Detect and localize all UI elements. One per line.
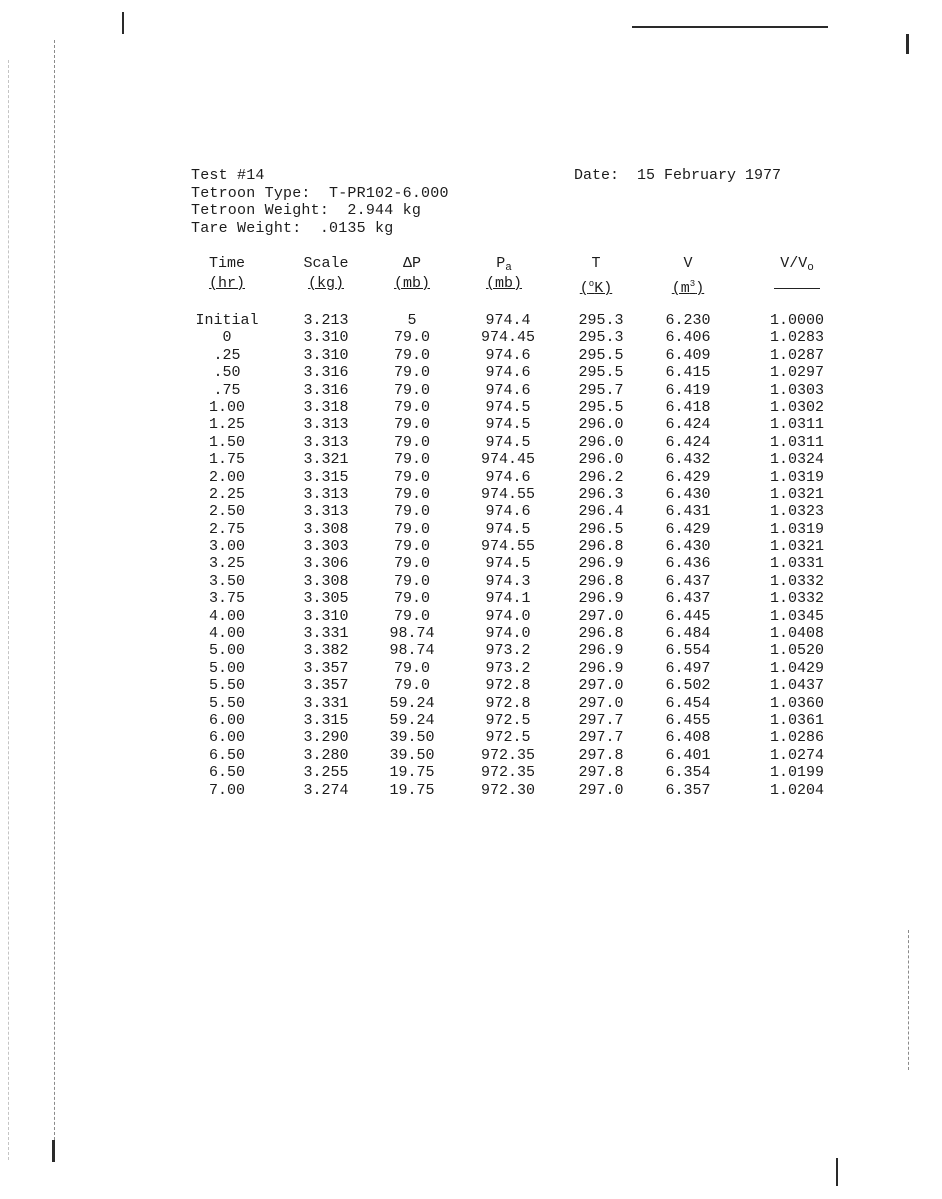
pa-cell: 974.5 — [485, 433, 531, 451]
delta-p-cell: 79.0 — [393, 572, 430, 590]
scale-cell: 3.280 — [303, 746, 349, 764]
delta-p-cell: 79.0 — [393, 329, 430, 347]
delta-p-cell: 39.50 — [389, 746, 435, 764]
scale-cell: 3.255 — [303, 764, 349, 782]
test-date: Date: 15 February 1977 — [574, 167, 782, 184]
scale-cell: 3.310 — [303, 346, 349, 364]
time-cell: 3.25 — [208, 555, 245, 573]
table-row — [0, 469, 942, 486]
temperature-cell: 296.9 — [578, 590, 624, 608]
temperature-cell: 297.8 — [578, 746, 624, 764]
table-row — [0, 573, 942, 590]
table-row — [0, 677, 942, 694]
volume-ratio-cell: 1.0408 — [769, 625, 824, 643]
time-cell: 2.50 — [208, 503, 245, 521]
scale-cell: 3.290 — [303, 729, 349, 747]
delta-p-cell: 79.0 — [393, 451, 430, 469]
pa-cell: 974.6 — [485, 364, 531, 382]
scale-cell: 3.315 — [303, 468, 349, 486]
volume-ratio-cell: 1.0360 — [769, 694, 824, 712]
volume-ratio-cell: 1.0199 — [769, 764, 824, 782]
delta-p-cell: 79.0 — [393, 677, 430, 695]
table-row — [0, 399, 942, 416]
volume-ratio-cell: 1.0345 — [769, 607, 824, 625]
scale-cell: 3.315 — [303, 711, 349, 729]
scale-cell: 3.382 — [303, 642, 349, 660]
scan-mark-bottom-right — [836, 1158, 838, 1186]
delta-p-cell: 79.0 — [393, 346, 430, 364]
temperature-cell: 297.0 — [578, 694, 624, 712]
scan-mark-top-line — [632, 26, 828, 28]
volume-ratio-cell: 1.0437 — [769, 677, 824, 695]
column-header-time: Time (hr) — [208, 255, 245, 292]
volume-cell: 6.408 — [665, 729, 711, 747]
delta-p-cell: 79.0 — [393, 381, 430, 399]
temperature-cell: 296.0 — [578, 433, 624, 451]
tetroon-weight: Tetroon Weight: 2.944 kg — [191, 202, 422, 219]
volume-ratio-cell: 1.0321 — [769, 485, 824, 503]
time-cell: 6.50 — [208, 764, 245, 782]
table-row — [0, 590, 942, 607]
tare-weight: Tare Weight: .0135 kg — [191, 219, 394, 237]
pa-cell: 974.4 — [485, 312, 531, 329]
column-header-temperature: T ($^o$K) — [579, 255, 613, 297]
volume-ratio-cell: 1.0332 — [769, 572, 824, 590]
scale-cell: 3.316 — [303, 381, 349, 399]
volume-ratio-cell: 1.0361 — [769, 711, 824, 729]
time-cell: 1.50 — [208, 433, 245, 451]
temperature-cell: 295.5 — [578, 346, 624, 364]
temperature-cell: 295.5 — [578, 364, 624, 382]
pa-cell: 974.6 — [485, 468, 531, 486]
delta-p-cell: 79.0 — [393, 485, 430, 503]
pa-cell: 974.6 — [485, 381, 531, 399]
scale-cell: 3.313 — [303, 485, 349, 503]
pa-cell: 974.6 — [485, 346, 531, 364]
temperature-cell: 297.7 — [578, 711, 624, 729]
delta-p-cell: 79.0 — [393, 520, 430, 538]
temperature-cell: 296.9 — [578, 659, 624, 677]
scale-cell: 3.321 — [303, 451, 349, 469]
table-row — [0, 625, 942, 642]
volume-cell: 6.484 — [665, 625, 711, 643]
column-header-pa: $P_a$ (mb) — [485, 255, 522, 292]
scale-cell: 3.331 — [303, 625, 349, 643]
volume-cell: 6.430 — [665, 538, 711, 556]
table-row — [0, 555, 942, 572]
scale-cell: 3.357 — [303, 677, 349, 695]
scale-cell: 3.310 — [303, 329, 349, 347]
time-cell: 7.00 — [208, 781, 245, 799]
time-cell: 6.00 — [208, 729, 245, 747]
volume-ratio-cell: 1.0287 — [769, 346, 824, 364]
time-cell: 2.25 — [208, 485, 245, 503]
delta-p-cell: 79.0 — [393, 364, 430, 382]
table-row — [0, 382, 942, 399]
time-cell: 1.00 — [208, 398, 245, 416]
pa-cell: 972.8 — [485, 677, 531, 695]
table-row — [0, 434, 942, 451]
delta-p-cell: 79.0 — [393, 607, 430, 625]
delta-p-cell: 79.0 — [393, 468, 430, 486]
pa-cell: 974.3 — [485, 572, 531, 590]
volume-cell: 6.502 — [665, 677, 711, 695]
test-number: Test #14 — [191, 167, 265, 184]
scale-cell: 3.308 — [303, 520, 349, 538]
scale-cell: 3.331 — [303, 694, 349, 712]
time-cell: 3.00 — [208, 538, 245, 556]
volume-cell: 6.432 — [665, 451, 711, 469]
time-cell: .50 — [213, 364, 241, 382]
time-cell: 4.00 — [208, 625, 245, 643]
time-cell: 6.00 — [208, 711, 245, 729]
volume-cell: 6.424 — [665, 416, 711, 434]
temperature-cell: 296.8 — [578, 572, 624, 590]
pa-cell: 974.45 — [480, 329, 535, 347]
delta-p-cell: 79.0 — [393, 555, 430, 573]
volume-ratio-cell: 1.0297 — [769, 364, 824, 382]
table-row — [0, 416, 942, 433]
scan-mark-right-top — [906, 34, 909, 54]
temperature-cell: 296.2 — [578, 468, 624, 486]
volume-ratio-cell: 1.0324 — [769, 451, 824, 469]
volume-ratio-cell: 1.0204 — [769, 781, 824, 799]
temperature-cell: 296.3 — [578, 485, 624, 503]
test-info-block — [191, 167, 449, 237]
volume-ratio-cell: 1.0429 — [769, 659, 824, 677]
temperature-cell: 295.7 — [578, 381, 624, 399]
table-row — [0, 329, 942, 346]
volume-cell: 6.354 — [665, 764, 711, 782]
volume-cell: 6.430 — [665, 485, 711, 503]
volume-cell: 6.436 — [665, 555, 711, 573]
pa-cell: 973.2 — [485, 659, 531, 677]
column-header-scale: Scale (kg) — [303, 255, 349, 292]
volume-cell: 6.454 — [665, 694, 711, 712]
pa-cell: 974.6 — [485, 503, 531, 521]
delta-p-cell: 79.0 — [393, 659, 430, 677]
volume-cell: 6.554 — [665, 642, 711, 660]
temperature-cell: 295.3 — [578, 312, 624, 329]
table-row — [0, 538, 942, 555]
pa-cell: 972.30 — [480, 781, 535, 799]
volume-ratio-cell: 1.0000 — [769, 312, 824, 329]
pa-cell: 973.2 — [485, 642, 531, 660]
delta-p-cell: 79.0 — [393, 538, 430, 556]
pa-cell: 974.5 — [485, 520, 531, 538]
volume-ratio-cell: 1.0274 — [769, 746, 824, 764]
delta-p-cell: 59.24 — [389, 694, 435, 712]
pa-cell: 974.5 — [485, 398, 531, 416]
scale-cell: 3.316 — [303, 364, 349, 382]
temperature-cell: 297.7 — [578, 729, 624, 747]
volume-ratio-cell: 1.0311 — [769, 433, 824, 451]
volume-ratio-cell: 1.0323 — [769, 503, 824, 521]
table-row — [0, 729, 942, 746]
time-cell: .75 — [213, 381, 241, 399]
temperature-cell: 296.9 — [578, 555, 624, 573]
temperature-cell: 297.0 — [578, 677, 624, 695]
volume-ratio-cell: 1.0332 — [769, 590, 824, 608]
scale-cell: 3.313 — [303, 433, 349, 451]
scale-cell: 3.303 — [303, 538, 349, 556]
temperature-cell: 296.4 — [578, 503, 624, 521]
table-row — [0, 521, 942, 538]
temperature-cell: 295.3 — [578, 329, 624, 347]
table-row — [0, 503, 942, 520]
time-cell: 5.00 — [208, 659, 245, 677]
volume-cell: 6.429 — [665, 468, 711, 486]
volume-cell: 6.419 — [665, 381, 711, 399]
scale-cell: 3.306 — [303, 555, 349, 573]
scale-cell: 3.308 — [303, 572, 349, 590]
volume-cell: 6.431 — [665, 503, 711, 521]
delta-p-cell: 5 — [407, 312, 417, 329]
temperature-cell: 296.9 — [578, 642, 624, 660]
pa-cell: 974.55 — [480, 538, 535, 556]
volume-cell: 6.357 — [665, 781, 711, 799]
scale-cell: 3.305 — [303, 590, 349, 608]
data-table — [0, 312, 942, 799]
pa-cell: 972.8 — [485, 694, 531, 712]
column-header-volume: V $(m^3)$ — [671, 255, 705, 297]
time-cell: Initial — [195, 312, 259, 329]
volume-cell: 6.445 — [665, 607, 711, 625]
time-cell: 1.75 — [208, 451, 245, 469]
delta-p-cell: 19.75 — [389, 764, 435, 782]
scale-cell: 3.357 — [303, 659, 349, 677]
temperature-cell: 296.8 — [578, 538, 624, 556]
time-cell: 2.75 — [208, 520, 245, 538]
pa-cell: 974.1 — [485, 590, 531, 608]
time-cell: 3.50 — [208, 572, 245, 590]
temperature-cell: 296.0 — [578, 451, 624, 469]
table-row — [0, 451, 942, 468]
volume-cell: 6.406 — [665, 329, 711, 347]
delta-p-cell: 79.0 — [393, 433, 430, 451]
volume-ratio-cell: 1.0520 — [769, 642, 824, 660]
table-row — [0, 695, 942, 712]
volume-cell: 6.418 — [665, 398, 711, 416]
scan-mark-bottom-left — [52, 1140, 55, 1162]
pa-cell: 974.45 — [480, 451, 535, 469]
volume-ratio-cell: 1.0321 — [769, 538, 824, 556]
table-row — [0, 642, 942, 659]
column-header-delta-p: ΔP (mb) — [393, 255, 430, 292]
scale-cell: 3.274 — [303, 781, 349, 799]
pa-cell: 972.35 — [480, 746, 535, 764]
volume-ratio-cell: 1.0319 — [769, 520, 824, 538]
pa-cell: 974.55 — [480, 485, 535, 503]
volume-cell: 6.415 — [665, 364, 711, 382]
temperature-cell: 297.8 — [578, 764, 624, 782]
time-cell: 0 — [222, 329, 232, 347]
column-header-volume-ratio: $V/V_o$ — [757, 254, 837, 289]
volume-ratio-cell: 1.0311 — [769, 416, 824, 434]
delta-p-cell: 39.50 — [389, 729, 435, 747]
table-row — [0, 608, 942, 625]
volume-cell: 6.401 — [665, 746, 711, 764]
delta-p-cell: 79.0 — [393, 503, 430, 521]
volume-cell: 6.437 — [665, 590, 711, 608]
tetroon-type: Tetroon Type: T-PR102-6.000 — [191, 184, 449, 202]
time-cell: .25 — [213, 346, 241, 364]
table-row — [0, 712, 942, 729]
temperature-cell: 297.0 — [578, 781, 624, 799]
time-cell: 5.50 — [208, 677, 245, 695]
table-row — [0, 782, 942, 799]
pa-cell: 972.5 — [485, 729, 531, 747]
time-cell: 5.00 — [208, 642, 245, 660]
volume-cell: 6.429 — [665, 520, 711, 538]
delta-p-cell: 98.74 — [389, 625, 435, 643]
pa-cell: 974.5 — [485, 555, 531, 573]
pa-cell: 974.5 — [485, 416, 531, 434]
time-cell: 3.75 — [208, 590, 245, 608]
volume-cell: 6.424 — [665, 433, 711, 451]
temperature-cell: 297.0 — [578, 607, 624, 625]
scale-cell: 3.318 — [303, 398, 349, 416]
table-row — [0, 764, 942, 781]
volume-ratio-cell: 1.0319 — [769, 468, 824, 486]
volume-cell: 6.230 — [665, 312, 711, 329]
delta-p-cell: 79.0 — [393, 590, 430, 608]
volume-ratio-cell: 1.0331 — [769, 555, 824, 573]
time-cell: 2.00 — [208, 468, 245, 486]
temperature-cell: 296.8 — [578, 625, 624, 643]
volume-ratio-underline — [774, 288, 820, 289]
delta-p-cell: 79.0 — [393, 416, 430, 434]
time-cell: 5.50 — [208, 694, 245, 712]
volume-cell: 6.437 — [665, 572, 711, 590]
table-row — [0, 364, 942, 381]
scan-mark-right-edge — [908, 930, 909, 1070]
table-row — [0, 747, 942, 764]
pa-cell: 974.0 — [485, 607, 531, 625]
pa-cell: 972.5 — [485, 711, 531, 729]
scale-cell: 3.213 — [303, 312, 349, 329]
delta-p-cell: 79.0 — [393, 398, 430, 416]
volume-ratio-cell: 1.0283 — [769, 329, 824, 347]
volume-cell: 6.455 — [665, 711, 711, 729]
scale-cell: 3.310 — [303, 607, 349, 625]
table-row — [0, 660, 942, 677]
delta-p-cell: 98.74 — [389, 642, 435, 660]
time-cell: 1.25 — [208, 416, 245, 434]
table-row — [0, 347, 942, 364]
pa-cell: 974.0 — [485, 625, 531, 643]
scale-cell: 3.313 — [303, 416, 349, 434]
scan-mark-top-bar — [122, 12, 124, 34]
temperature-cell: 296.5 — [578, 520, 624, 538]
volume-ratio-cell: 1.0303 — [769, 381, 824, 399]
volume-cell: 6.497 — [665, 659, 711, 677]
volume-cell: 6.409 — [665, 346, 711, 364]
temperature-cell: 296.0 — [578, 416, 624, 434]
pa-cell: 972.35 — [480, 764, 535, 782]
delta-p-cell: 19.75 — [389, 781, 435, 799]
table-row — [0, 312, 942, 329]
temperature-cell: 295.5 — [578, 398, 624, 416]
time-cell: 6.50 — [208, 746, 245, 764]
volume-ratio-cell: 1.0286 — [769, 729, 824, 747]
time-cell: 4.00 — [208, 607, 245, 625]
delta-p-cell: 59.24 — [389, 711, 435, 729]
scale-cell: 3.313 — [303, 503, 349, 521]
volume-ratio-cell: 1.0302 — [769, 398, 824, 416]
table-row — [0, 486, 942, 503]
